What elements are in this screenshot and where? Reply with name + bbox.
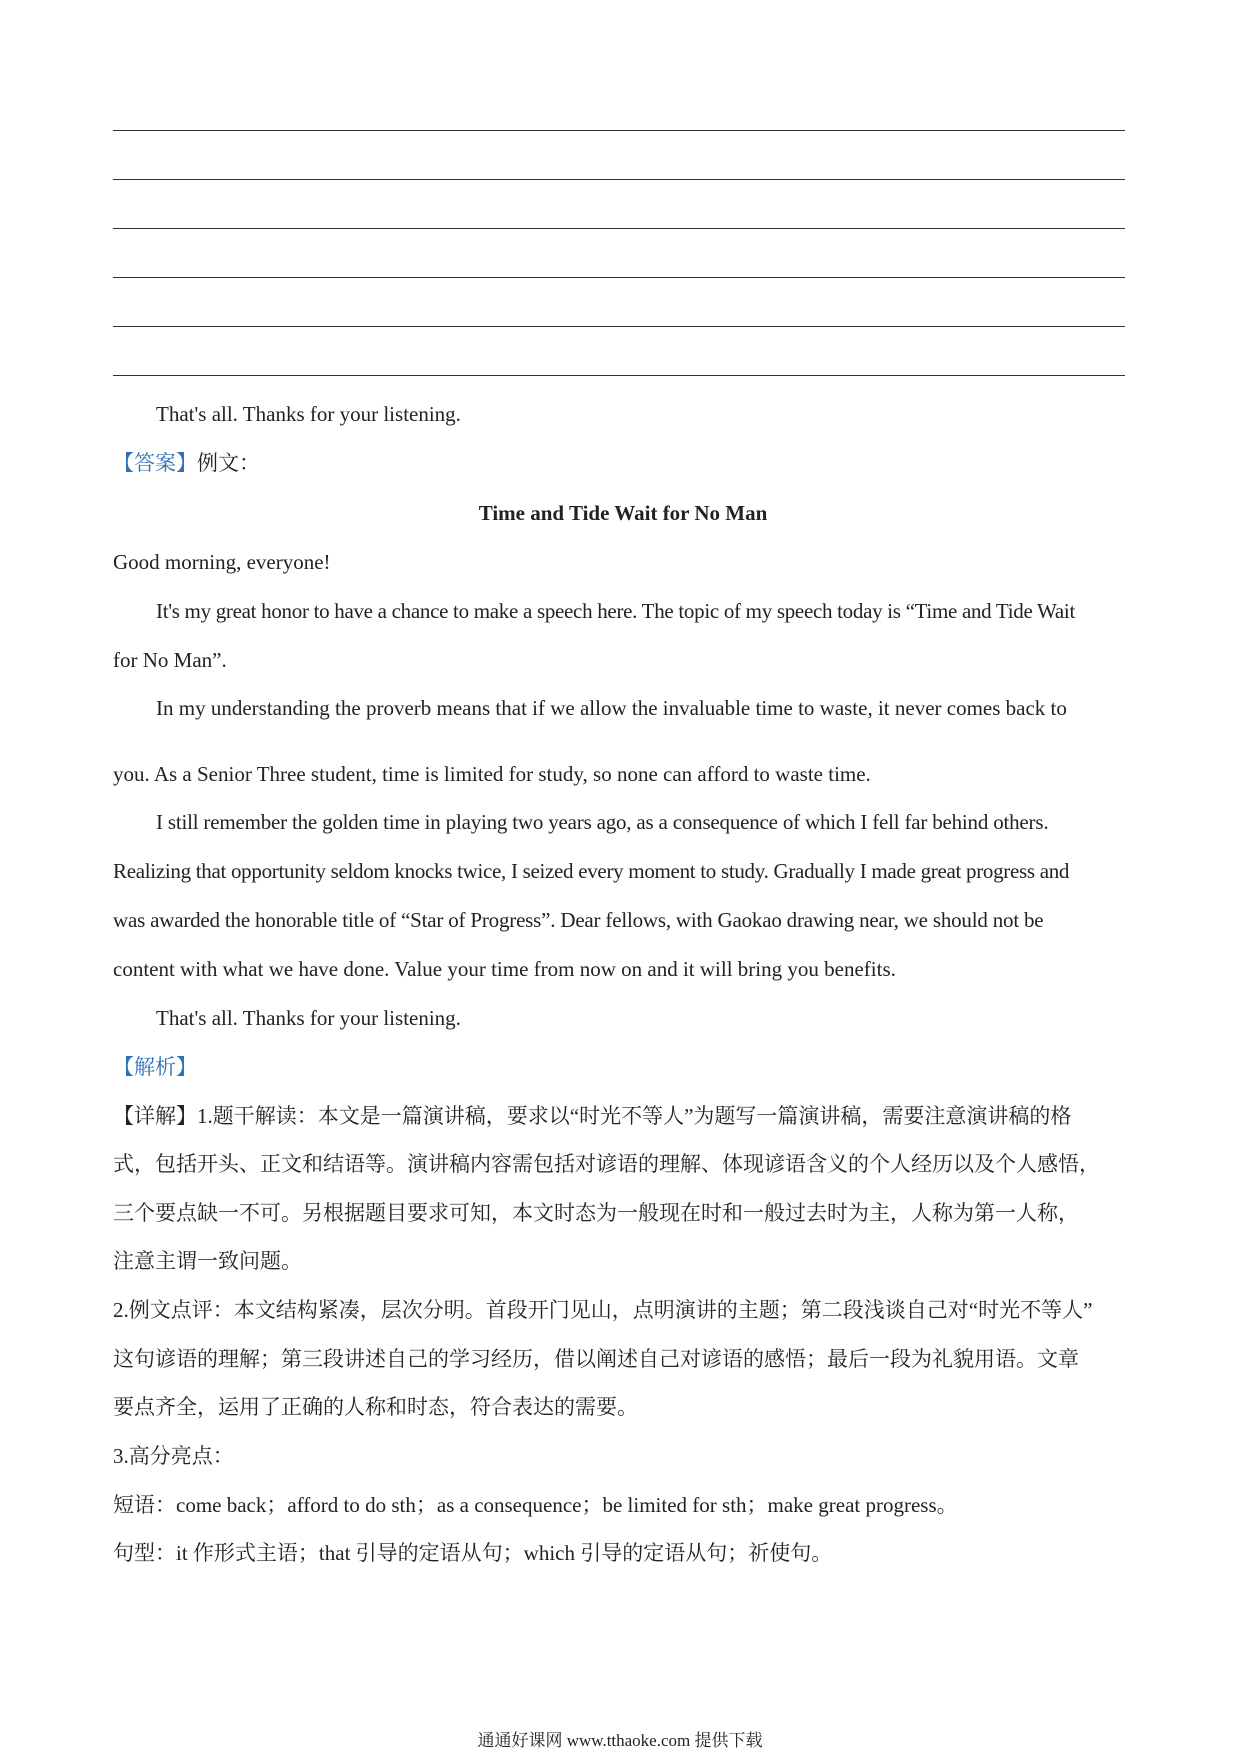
detail-label: 【详解】 <box>113 1104 197 1128</box>
essay-closing: That's all. Thanks for your listening. <box>156 1006 461 1030</box>
answer-heading <box>113 449 1133 477</box>
page-footer: 通通好课网 www.tthaoke.com 提供下载 <box>477 1731 763 1750</box>
essay-greeting: Good morning, everyone! <box>113 550 331 574</box>
answer-label: 【答案】 <box>113 451 197 475</box>
detail-line <box>113 1102 1133 1130</box>
writing-line <box>113 277 1125 278</box>
comment-line: 要点齐全，运用了正确的人称和时态，符合表达的需要。 <box>113 1395 638 1419</box>
comment-line: 这句谚语的理解；第三段讲述自己的学习经历，借以阐述自己对谚语的感悟；最后一段为礼貌用语。文章 <box>113 1347 1079 1371</box>
essay-paragraph-line: was awarded the honorable title of “Star of Progress”. Dear fellows, with Gaokao drawing near, we should not be <box>113 908 1044 932</box>
essay-title: Time and Tide Wait for No Man <box>478 501 768 525</box>
detail-text: 1.题干解读：本文是一篇演讲稿，要求以“时光不等人”为题写一篇演讲稿，需要注意演讲稿的格 <box>197 1104 1072 1128</box>
analysis-label: 【解析】 <box>113 1055 197 1079</box>
essay-paragraph-line: for No Man”. <box>113 648 227 672</box>
essay-paragraph-line: Realizing that opportunity seldom knocks twice, I seized every moment to study. Gradually I made great progress and <box>113 859 1070 883</box>
comment-line: 2.例文点评：本文结构紧凑，层次分明。首段开门见山，点明演讲的主题；第二段浅谈自己对“时光不等人” <box>113 1298 1093 1322</box>
answer-sample-label: 例文： <box>197 451 260 475</box>
writing-line <box>113 228 1125 229</box>
highlights-sentences: 句型：it 作形式主语；that 引导的定语从句；which 引导的定语从句；祈使句。 <box>113 1541 833 1565</box>
essay-paragraph-line: In my understanding the proverb means that if we allow the invaluable time to waste, it never comes back to <box>156 696 1067 720</box>
essay-paragraph-line: I still remember the golden time in playing two years ago, as a consequence of which I fell far behind others. <box>156 810 1049 834</box>
writing-line <box>113 326 1125 327</box>
closing-line: That's all. Thanks for your listening. <box>156 402 461 426</box>
detail-line: 式，包括开头、正文和结语等。演讲稿内容需包括对谚语的理解、体现谚语含义的个人经历以及个人感悟， <box>113 1152 1100 1176</box>
writing-line <box>113 130 1125 131</box>
essay-paragraph-line: you. As a Senior Three student, time is limited for study, so none can afford to waste time. <box>113 762 871 786</box>
highlights-phrases: 短语：come back；afford to do sth；as a consequence；be limited for sth；make great progress。 <box>113 1493 958 1517</box>
writing-line <box>113 375 1125 376</box>
highlights-heading: 3.高分亮点： <box>113 1444 234 1468</box>
detail-line: 注意主谓一致问题。 <box>113 1249 302 1273</box>
essay-paragraph-line: content with what we have done. Value your time from now on and it will bring you benefits. <box>113 957 896 981</box>
essay-paragraph-line: It's my great honor to have a chance to make a speech here. The topic of my speech today is “Time and Tide Wait <box>156 599 1075 623</box>
detail-line: 三个要点缺一不可。另根据题目要求可知，本文时态为一般现在时和一般过去时为主，人称为第一人称， <box>113 1201 1079 1225</box>
writing-line <box>113 179 1125 180</box>
